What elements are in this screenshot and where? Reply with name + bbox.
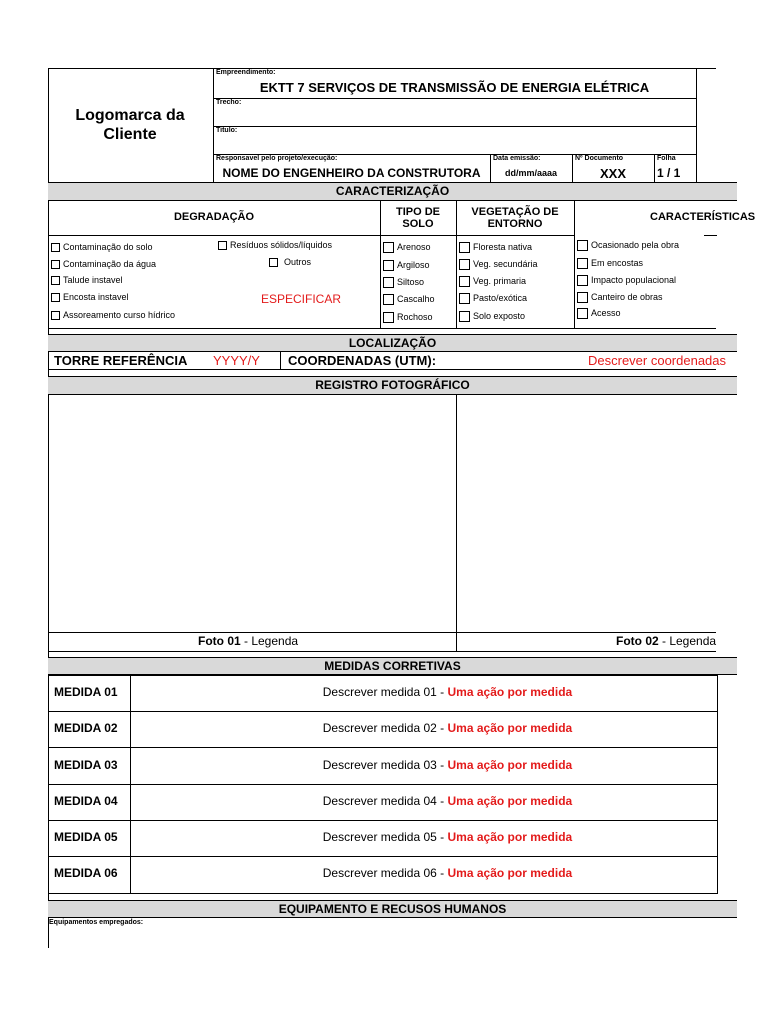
checkbox-label: Pasto/exótica [473,293,528,303]
checkbox-box[interactable] [51,243,60,252]
checkbox-label: Veg. primaria [473,276,527,286]
checkbox-em-encostas[interactable] [577,258,643,269]
checkbox-label: Encosta instavel [63,292,129,302]
checkbox-solo-exposto[interactable] [459,311,525,322]
titulo-field[interactable] [214,136,695,153]
medida-description[interactable]: Descrever medida 04 - Uma ação por medida [322,794,573,808]
medida-row [48,784,717,820]
foto-01-area[interactable] [49,396,455,631]
medida-row [48,711,717,747]
checkbox-canteiro-obras[interactable] [577,292,663,303]
empreendimento-label: Empreendimento: [216,69,276,76]
medida-row [48,856,717,892]
medida-description[interactable]: Descrever medida 02 - Uma ação por medida [322,721,573,735]
checkbox-acesso[interactable] [577,308,621,319]
foto-01-legend: - Legenda [240,634,299,648]
checkbox-box[interactable] [459,276,470,287]
checkbox-box[interactable] [459,311,470,322]
checkbox-label: Resíduos sólidos/líquidos [230,240,333,250]
checkbox-box[interactable] [577,292,588,303]
medida-row [48,675,717,711]
medida-label: MEDIDA 03 [54,758,118,772]
checkbox-label: Argiloso [397,260,430,270]
checkbox-label: Assoreamento curso hídrico [63,310,176,320]
checkbox-residuos[interactable] [218,240,332,251]
checkbox-label: Canteiro de obras [591,292,663,302]
checkbox-box[interactable] [383,260,394,271]
checkbox-box[interactable] [577,240,588,251]
medida-label: MEDIDA 01 [54,685,118,699]
torre-referencia-value[interactable]: YYYY/Y [213,353,260,368]
checkbox-assoreamento[interactable] [51,310,175,321]
foto-02-label: Foto 02 [616,634,659,648]
client-logo-placeholder: Logomarca da Cliente [75,107,185,143]
coordenadas-label: COORDENADAS (UTM): [288,353,437,368]
equipamentos-field[interactable] [49,928,716,948]
checkbox-veg-primaria[interactable] [459,276,526,287]
checkbox-box[interactable] [577,308,588,319]
torre-referencia-label: TORRE REFERÊNCIA [54,353,188,368]
checkbox-impacto-populacional[interactable] [577,275,676,286]
checkbox-box[interactable] [51,260,60,269]
folha-label: Folha [657,155,676,162]
checkbox-rochoso[interactable] [383,312,433,323]
checkbox-label: Cascalho [397,294,435,304]
data-emissao-value[interactable]: dd/mm/aaaa [504,168,558,178]
documento-label: Nº Documento [575,155,624,162]
checkbox-box[interactable] [459,293,470,304]
checkbox-siltoso[interactable] [383,277,424,288]
checkbox-label: Siltoso [397,277,425,287]
folha-value[interactable]: 1 / 1 [657,166,681,180]
checkbox-box[interactable] [383,294,394,305]
medida-description[interactable]: Descrever medida 06 - Uma ação por medida [322,866,573,880]
checkbox-arenoso[interactable] [383,242,431,253]
tipo-solo-header: TIPO DE SOLO [395,206,440,230]
checkbox-veg-secundaria[interactable] [459,259,538,270]
degradacao-header: DEGRADAÇÃO [173,211,255,223]
empreendimento-value[interactable]: EKTT 7 SERVIÇOS DE TRANSMISSÃO DE ENERGIA ELÉTRICA [259,80,650,95]
trecho-field[interactable] [214,108,695,125]
equipamento-title: EQUIPAMENTO E RECUSOS HUMANOS [48,900,737,918]
checkbox-label: Floresta nativa [473,242,533,252]
caracteristicas-header: CARACTERÍSTICAS [650,211,756,223]
medida-row [48,748,717,784]
checkbox-argiloso[interactable] [383,260,430,271]
medidas-corretivas-title: MEDIDAS CORRETIVAS [48,657,737,675]
titulo-label: Titulo: [216,127,238,134]
checkbox-encosta-instavel[interactable] [51,292,129,303]
checkbox-box[interactable] [269,258,278,267]
data-emissao-label: Data emissão: [493,155,541,162]
checkbox-box[interactable] [383,242,394,253]
medida-label: MEDIDA 02 [54,721,118,735]
checkbox-floresta-nativa[interactable] [459,242,532,253]
checkbox-box[interactable] [459,259,470,270]
checkbox-label: Contaminação da água [63,259,157,269]
checkbox-label: Outros [284,257,312,267]
medida-row [48,820,717,856]
checkbox-box[interactable] [577,275,588,286]
equipamentos-label: Equipamentos empregados: [49,919,144,926]
caracterizacao-title: CARACTERIZAÇÃO [48,182,737,201]
checkbox-talude-instavel[interactable] [51,275,123,286]
medida-description[interactable]: Descrever medida 01 - Uma ação por medida [322,685,573,699]
checkbox-box[interactable] [577,258,588,269]
checkbox-label: Em encostas [591,258,644,268]
vegetacao-header: VEGETAÇÃO DE ENTORNO [471,206,559,230]
checkbox-box[interactable] [383,312,394,323]
checkbox-label: Talude instavel [63,275,123,285]
foto-02-area[interactable] [457,396,716,631]
documento-value[interactable]: XXX [599,166,626,181]
checkbox-pasto-exotica[interactable] [459,293,527,304]
foto-01-label: Foto 01 [198,634,241,648]
checkbox-label: Acesso [591,308,621,318]
checkbox-box[interactable] [383,277,394,288]
foto-02-legend: - Legenda [658,634,717,648]
foto-02-caption [616,634,716,648]
medida-description[interactable]: Descrever medida 03 - Uma ação por medida [322,758,573,772]
trecho-label: Trecho: [216,99,242,106]
medida-label: MEDIDA 05 [54,830,118,844]
checkbox-label: Rochoso [397,312,433,322]
checkbox-label: Contaminação do solo [63,242,153,252]
checkbox-label: Arenoso [397,242,431,252]
checkbox-label: Impacto populacional [591,275,677,285]
checkbox-box[interactable] [51,293,60,302]
checkbox-label: Solo exposto [473,311,526,321]
checkbox-box[interactable] [459,242,470,253]
checkbox-label: Ocasionado pela obra [591,240,680,250]
especificar-field[interactable]: ESPECIFICAR [261,292,342,306]
medida-label: MEDIDA 04 [54,794,118,808]
localizacao-title: LOCALIZAÇÃO [48,334,737,352]
checkbox-outros[interactable] [269,257,311,268]
checkbox-box[interactable] [218,241,227,250]
coordenadas-value[interactable]: Descrever coordenadas [588,353,727,368]
responsavel-value[interactable]: NOME DO ENGENHEIRO DA CONSTRUTORA [222,166,481,180]
registro-fotografico-title: REGISTRO FOTOGRÁFICO [48,376,737,395]
checkbox-label: Veg. secundária [473,259,538,269]
checkbox-cascalho[interactable] [383,294,435,305]
checkbox-ocasionado-obra[interactable] [577,240,679,251]
responsavel-label: Responsavel pelo projeto/execução: [216,155,338,162]
medida-label: MEDIDA 06 [54,866,118,880]
foto-01-caption [198,634,298,648]
medida-description[interactable]: Descrever medida 05 - Uma ação por medida [322,830,573,844]
checkbox-contaminacao-solo[interactable] [51,242,153,253]
checkbox-contaminacao-agua[interactable] [51,259,156,270]
checkbox-box[interactable] [51,276,60,285]
checkbox-box[interactable] [51,311,60,320]
